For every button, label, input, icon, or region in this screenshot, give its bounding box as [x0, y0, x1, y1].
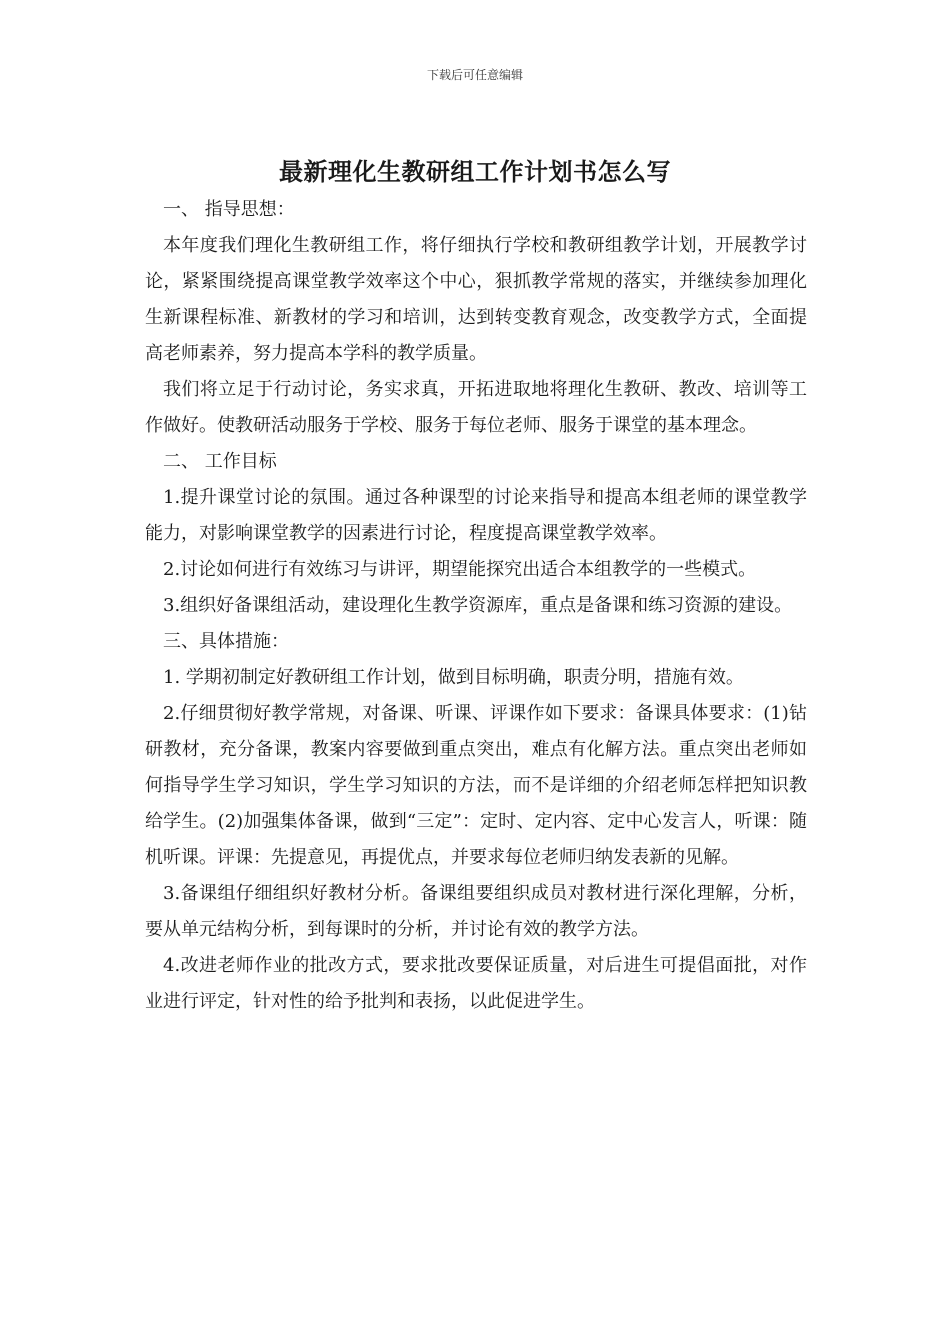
- measure-item-4: 4.改进老师作业的批改方式，要求批改要保证质量，对后进生可提倡面批，对作业进行评定，针对性的给予批判和表扬，以此促进学生。: [145, 955, 807, 1012]
- section-heading-guiding-ideology: 一、 指导思想：: [163, 199, 295, 220]
- measure-item-2: 2.仔细贯彻好教学常规，对备课、听课、评课作如下要求：备课具体要求：(1)钻研教材，充分备课，教案内容要做到重点突出，难点有化解方法。重点突出老师如何指导学生学习知识，学生学习知识的方法，而不是详细的介绍老师怎样把知识教给学生。(2)加强集体备课，做到“三定”：定时、定内容、定中心发言人，听课：随机听课。评课：先提意见，再提优点，并要求每位老师归纳发表新的见解。: [145, 703, 807, 868]
- measure-item-3: 3.备课组仔细组织好教材分析。备课组要组织成员对教材进行深化理解，分析，要从单元结构分析，到每课时的分析，并讨论有效的教学方法。: [145, 883, 807, 940]
- section-heading-work-goals: 二、 工作目标: [163, 451, 277, 472]
- paragraph-ideology-2: 我们将立足于行动讨论，务实求真，开拓进取地将理化生教研、教改、培训等工作做好。使教研活动服务于学校、服务于每位老师、服务于课堂的基本理念。: [145, 379, 807, 436]
- goal-item-3: 3.组织好备课组活动，建设理化生教学资源库，重点是备课和练习资源的建设。: [163, 595, 793, 616]
- goal-item-2: 2.讨论如何进行有效练习与讲评，期望能探究出适合本组教学的一些模式。: [163, 559, 757, 580]
- section-heading-measures: 三、具体措施：: [163, 631, 289, 652]
- document-title: 最新理化生教研组工作计划书怎么写: [279, 157, 671, 186]
- document-body: [145, 192, 807, 1020]
- header-note: 下载后可任意编辑: [426, 68, 523, 82]
- goal-item-1: 1.提升课堂讨论的氛围。通过各种课型的讨论来指导和提高本组老师的课堂教学能力，对影响课堂教学的因素进行讨论，程度提高课堂教学效率。: [145, 487, 807, 544]
- paragraph-ideology-1: 本年度我们理化生教研组工作，将仔细执行学校和教研组教学计划，开展教学讨论，紧紧围绕提高课堂教学效率这个中心，狠抓教学常规的落实，并继续参加理化生新课程标准、新教材的学习和培训，达到转变教育观念，改变教学方式，全面提高老师素养，努力提高本学科的教学质量。: [145, 235, 807, 364]
- measure-item-1: 1. 学期初制定好教研组工作计划，做到目标明确，职责分明，措施有效。: [163, 667, 744, 688]
